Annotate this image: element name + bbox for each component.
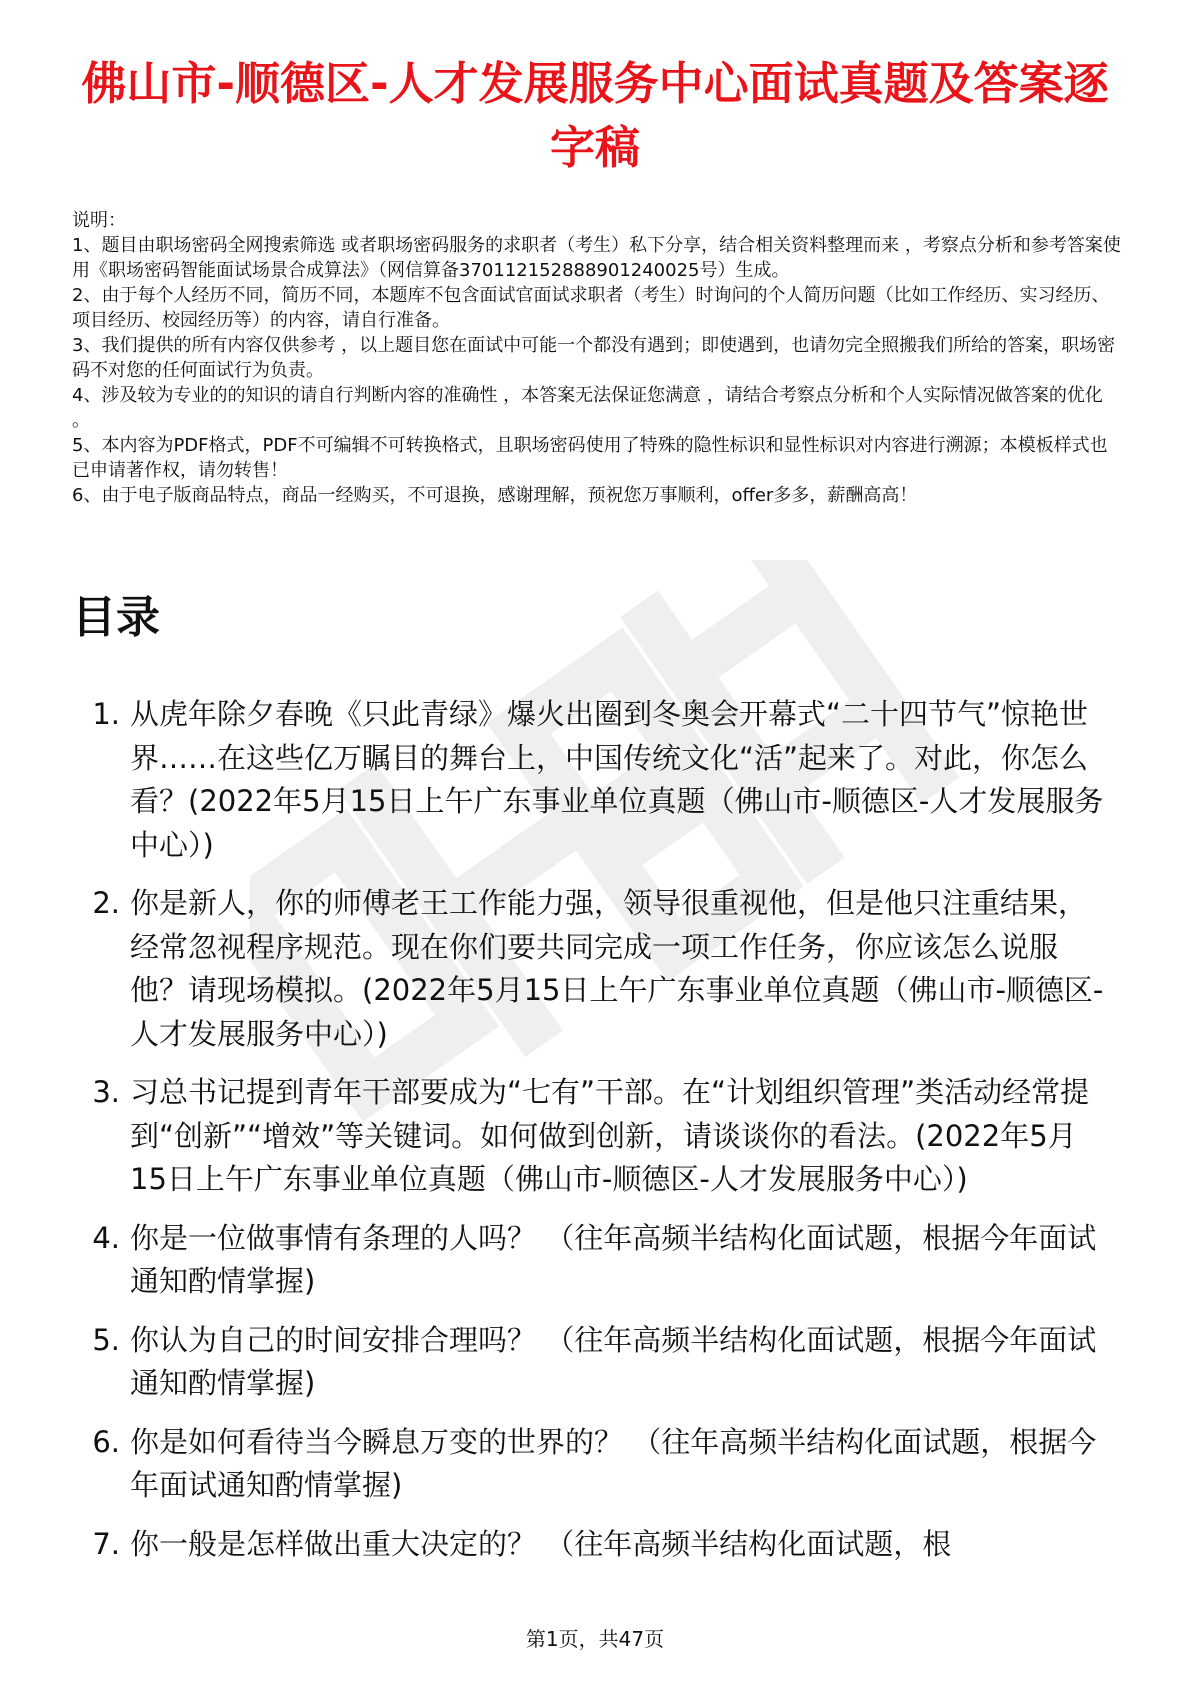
- note-item-4: 4、涉及较为专业的的知识的请自行判断内容的准确性 ，本答案无法保证您满意 ，请结合考察点分析和个人实际情况做答案的优化 。: [72, 385, 1103, 431]
- toc-item-text: 你是新人，你的师傅老王工作能力强，领导很重视他，但是他只注重结果，经常忽视程序规范。现在你们要共同完成一项工作任务，你应该怎么说服他？请现场模拟。(2022年5月15日上午广东事业单位真题（佛山市-顺德区-人才发展服务中心）): [130, 886, 1104, 1051]
- toc-item[interactable]: [72, 882, 1112, 1056]
- toc-item[interactable]: [72, 1217, 1112, 1304]
- document-title: 佛山市-顺德区-人才发展服务中心面试真题及答案逐字稿: [81, 57, 1109, 174]
- note-item-5: 5、本内容为PDF格式，PDF不可编辑不可转换格式，且职场密码使用了特殊的隐性标识和显性标识对内容进行溯源；本模板样式也已申请著作权，请勿转售！: [72, 435, 1108, 481]
- toc-item-text: 习总书记提到青年干部要成为“七有”干部。在“计划组织管理”类活动经常提到“创新”“增效”等关键词。如何做到创新，请谈谈你的看法。(2022年5月15日上午广东事业单位真题（佛山市-顺德区-人才发展服务中心）): [130, 1075, 1090, 1196]
- toc-item[interactable]: [72, 1071, 1112, 1202]
- toc-item-number: 7.: [92, 1526, 120, 1561]
- toc-item[interactable]: [72, 1523, 1112, 1567]
- note-item-6: 6、由于电子版商品特点，商品一经购买，不可退换，感谢理解，预祝您万事顺利，offer多多，薪酬高高！: [72, 485, 918, 506]
- toc-list: [72, 693, 1112, 1581]
- page-number: 第1页，共47页: [525, 1627, 665, 1651]
- notes-section: [72, 208, 1122, 508]
- toc-item-number: 4.: [92, 1220, 120, 1255]
- note-item-3: 3、我们提供的所有内容仅供参考 ，以上题目您在面试中可能一个都没有遇到；即使遇到，也请勿完全照搬我们所给的答案，职场密码不对您的任何面试行为负责。: [72, 335, 1116, 381]
- toc-item-text: 你认为自己的时间安排合理吗？ （往年高频半结构化面试题，根据今年面试通知酌情掌握): [130, 1322, 1097, 1400]
- toc-item-number: 5.: [92, 1322, 120, 1357]
- toc-item-text: 你是如何看待当今瞬息万变的世界的？ （往年高频半结构化面试题，根据今年面试通知酌情掌握): [130, 1424, 1097, 1502]
- toc-item[interactable]: [72, 693, 1112, 867]
- toc-item[interactable]: [72, 1421, 1112, 1508]
- toc-item-number: 3.: [92, 1075, 120, 1109]
- toc-item-number: 1.: [92, 697, 120, 731]
- toc-heading: 目录: [72, 592, 160, 643]
- toc-item-text: 从虎年除夕春晚《只此青绿》爆火出圈到冬奥会开幕式“二十四节气”惊艳世界……在这些亿万瞩目的舞台上，中国传统文化“活”起来了。对此，你怎么看？(2022年5月15日上午广东事业单位真题（佛山市-顺德区-人才发展服务中心）): [130, 697, 1104, 862]
- toc-item-text: 你是一位做事情有条理的人吗？ （往年高频半结构化面试题，根据今年面试通知酌情掌握): [130, 1220, 1097, 1298]
- note-item-2: 2、由于每个人经历不同，简历不同，本题库不包含面试官面试求职者（考生）时询问的个人简历问题（比如工作经历、实习经历、项目经历、校园经历等）的内容，请自行准备。: [72, 285, 1110, 331]
- notes-heading: 说明：: [72, 210, 126, 231]
- toc-item-number: 6.: [92, 1424, 120, 1459]
- toc-item[interactable]: [72, 1319, 1112, 1406]
- toc-item-number: 2.: [92, 886, 120, 920]
- toc-item-text: 你一般是怎样做出重大决定的？ （往年高频半结构化面试题，根: [130, 1526, 952, 1561]
- note-item-1: 1、题目由职场密码全网搜索筛选 或者职场密码服务的求职者（考生）私下分享，结合相关资料整理而来 ，考察点分析和参考答案使用《职场密码智能面试场景合成算法》（网信算备370112152888901240025号）生成。: [72, 235, 1121, 281]
